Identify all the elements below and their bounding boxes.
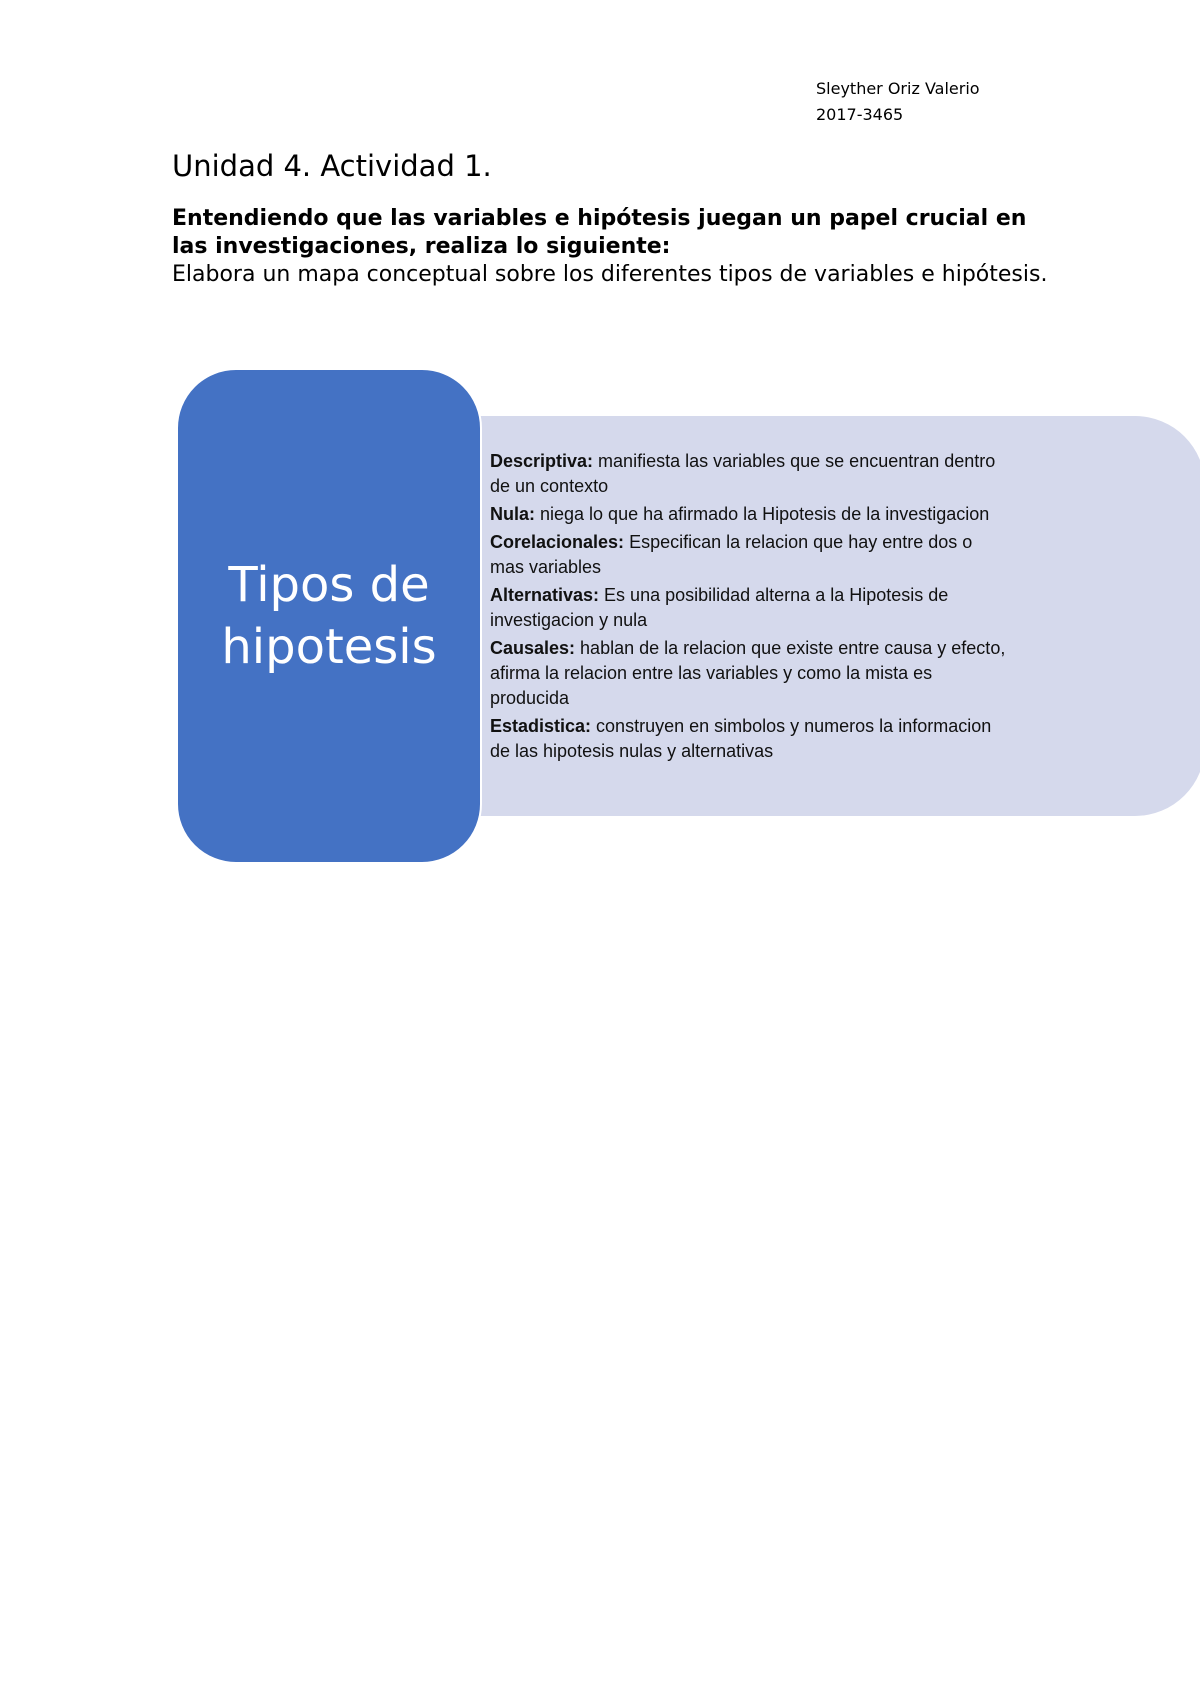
concept-item-estadistica: [490, 714, 1010, 764]
concept-items: [490, 449, 1010, 767]
concept-map: [170, 366, 1040, 866]
concept-item-alternativas: [490, 583, 1010, 633]
concept-item-corelacionales: [490, 530, 1010, 580]
item-description: niega lo que ha afirmado la Hipotesis de la investigacion: [535, 504, 990, 524]
author-name: Sleyther Oriz Valerio: [816, 79, 980, 98]
item-description: manifiesta las variables que se encuentran dentro de un contexto: [490, 451, 996, 496]
concept-item-nula: [490, 502, 1010, 527]
concept-main-node: [176, 368, 482, 864]
concept-item-causales: [490, 636, 1010, 711]
main-node-label: Tipos de hipotesis: [221, 557, 437, 675]
item-term: Nula:: [490, 504, 535, 524]
item-description: Especifican la relacion que hay entre dos o mas variables: [490, 532, 973, 577]
item-description: hablan de la relacion que existe entre causa y efecto, afirma la relacion entre las variables y como la mista es producida: [490, 638, 1006, 708]
instructions-task: Elabora un mapa conceptual sobre los diferentes tipos de variables e hipótesis.: [172, 262, 1048, 287]
instructions: [172, 205, 1052, 289]
item-term: Alternativas:: [490, 585, 600, 605]
concept-item-descriptiva: [490, 449, 1010, 499]
item-term: Causales:: [490, 638, 576, 658]
document-title: Unidad 4. Actividad 1.: [172, 149, 492, 183]
item-description: construyen en simbolos y numeros la informacion de las hipotesis nulas y alternativas: [490, 716, 992, 761]
student-id: 2017-3465: [816, 105, 904, 124]
item-term: Corelacionales:: [490, 532, 625, 552]
item-term: Estadistica:: [490, 716, 592, 736]
item-term: Descriptiva:: [490, 451, 594, 471]
item-description: Es una posibilidad alterna a la Hipotesis de investigacion y nula: [490, 585, 949, 630]
instructions-lead: Entendiendo que las variables e hipótesis juegan un papel crucial en las investigaciones, realiza lo siguiente:: [172, 206, 1027, 259]
author-block: [816, 76, 980, 128]
